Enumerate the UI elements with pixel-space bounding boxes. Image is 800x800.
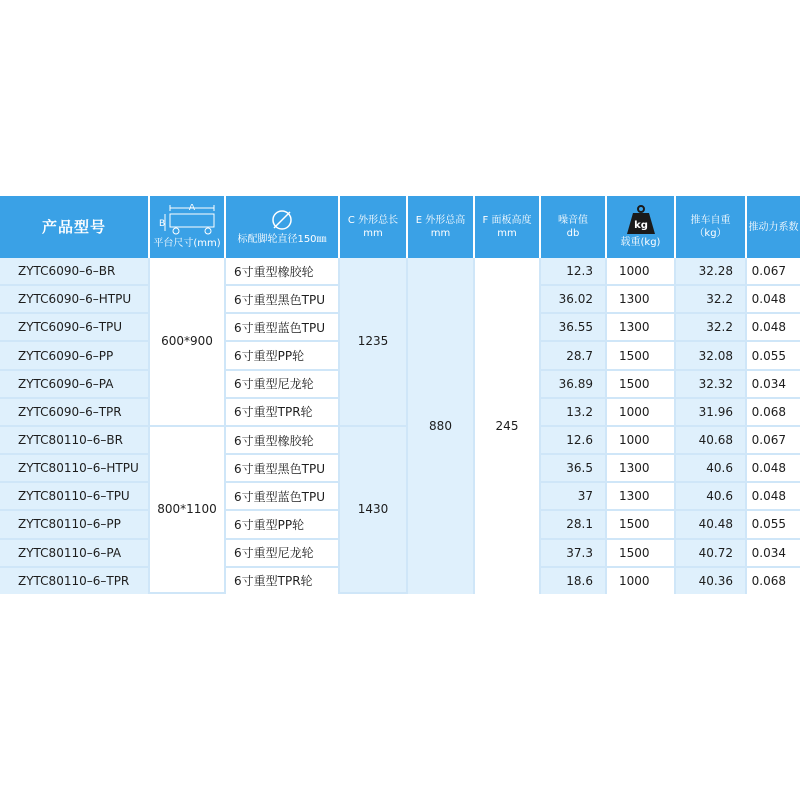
- header-platform: [150, 196, 226, 258]
- noise-cell: 28.1: [541, 511, 607, 539]
- wheel-cell: 6寸重型橡胶轮: [226, 427, 340, 455]
- header-height-label: E 外形总高: [415, 215, 466, 226]
- model-cell: ZYTC6090–6–TPR: [0, 399, 150, 427]
- load-cell: 1300: [607, 314, 676, 342]
- wheel-cell: 6寸重型黑色TPU: [226, 286, 340, 314]
- header-noise: [541, 196, 607, 258]
- dimension-b-label: B: [159, 219, 166, 229]
- wheel-cell: 6寸重型黑色TPU: [226, 455, 340, 483]
- push-cell: 0.067: [747, 427, 800, 455]
- noise-cell: 37.3: [541, 540, 607, 568]
- load-cell: 1300: [607, 483, 676, 511]
- noise-cell: 36.5: [541, 455, 607, 483]
- weight-cell: 40.48: [676, 511, 747, 539]
- weight-cell: 40.72: [676, 540, 747, 568]
- model-cell: ZYTC80110–6–PP: [0, 511, 150, 539]
- load-cell: 1500: [607, 342, 676, 370]
- header-weight: [676, 196, 747, 258]
- push-cell: 0.048: [747, 286, 800, 314]
- weight-cell: 40.36: [676, 568, 747, 594]
- wheel-cell: 6寸重型橡胶轮: [226, 258, 340, 286]
- wheel-cell: 6寸重型TPR轮: [226, 568, 340, 594]
- platform-size-cell: 800*1100: [150, 427, 226, 594]
- weight-kg-icon: [624, 205, 658, 235]
- noise-cell: 36.89: [541, 371, 607, 399]
- header-load-label: 载重(kg): [620, 237, 661, 248]
- noise-cell: 37: [541, 483, 607, 511]
- wheel-cell: 6寸重型蓝色TPU: [226, 314, 340, 342]
- header-length-label: C 外形总长: [347, 215, 399, 226]
- wheel-cell: 6寸重型尼龙轮: [226, 540, 340, 568]
- weight-kg-label: kg: [633, 220, 648, 231]
- push-cell: 0.068: [747, 399, 800, 427]
- weight-cell: 32.2: [676, 286, 747, 314]
- cart-dimension-icon: [156, 204, 218, 236]
- model-cell: ZYTC6090–6–BR: [0, 258, 150, 286]
- model-cell: ZYTC6090–6–PP: [0, 342, 150, 370]
- header-panel-unit: mm: [497, 228, 517, 239]
- load-cell: 1500: [607, 540, 676, 568]
- header-push: 推动力系数: [747, 196, 800, 258]
- header-load: [607, 196, 676, 258]
- weight-cell: 32.32: [676, 371, 747, 399]
- header-weight-unit: （kg）: [694, 228, 727, 239]
- header-platform-label: 平台尺寸(mm): [153, 238, 221, 249]
- push-cell: 0.055: [747, 342, 800, 370]
- weight-cell: 31.96: [676, 399, 747, 427]
- weight-cell: 40.6: [676, 455, 747, 483]
- push-cell: 0.034: [747, 540, 800, 568]
- header-height: [408, 196, 475, 258]
- model-cell: ZYTC6090–6–TPU: [0, 314, 150, 342]
- panel-height-cell: 245: [475, 258, 541, 594]
- push-cell: 0.067: [747, 258, 800, 286]
- push-cell: 0.055: [747, 511, 800, 539]
- wheel-cell: 6寸重型TPR轮: [226, 399, 340, 427]
- model-cell: ZYTC80110–6–PA: [0, 540, 150, 568]
- overall-length-cell: 1430: [340, 427, 408, 594]
- noise-cell: 36.55: [541, 314, 607, 342]
- header-length: [340, 196, 408, 258]
- push-cell: 0.048: [747, 314, 800, 342]
- header-length-unit: mm: [363, 228, 383, 239]
- wheel-cell: 6寸重型蓝色TPU: [226, 483, 340, 511]
- overall-length-cell: 1235: [340, 258, 408, 427]
- weight-cell: 32.08: [676, 342, 747, 370]
- load-cell: 1000: [607, 427, 676, 455]
- weight-cell: 32.28: [676, 258, 747, 286]
- model-cell: ZYTC6090–6–HTPU: [0, 286, 150, 314]
- overall-height-cell: 880: [408, 258, 475, 594]
- push-cell: 0.048: [747, 455, 800, 483]
- load-cell: 1000: [607, 258, 676, 286]
- load-cell: 1500: [607, 511, 676, 539]
- model-cell: ZYTC80110–6–TPU: [0, 483, 150, 511]
- push-cell: 0.048: [747, 483, 800, 511]
- load-cell: 1000: [607, 399, 676, 427]
- model-cell: ZYTC6090–6–PA: [0, 371, 150, 399]
- wheel-cell: 6寸重型尼龙轮: [226, 371, 340, 399]
- diameter-icon: [270, 208, 294, 232]
- wheel-cell: 6寸重型PP轮: [226, 511, 340, 539]
- header-height-unit: mm: [430, 228, 451, 239]
- header-weight-label: 推车自重: [690, 215, 731, 226]
- spec-table: [0, 196, 800, 594]
- dimension-a-label: A: [188, 204, 196, 213]
- noise-cell: 18.6: [541, 568, 607, 594]
- model-cell: ZYTC80110–6–HTPU: [0, 455, 150, 483]
- noise-cell: 36.02: [541, 286, 607, 314]
- header-wheel-label: 标配脚轮直径150㎜: [237, 234, 327, 245]
- push-cell: 0.068: [747, 568, 800, 594]
- noise-cell: 13.2: [541, 399, 607, 427]
- platform-size-cell: 600*900: [150, 258, 226, 427]
- header-noise-unit: db: [566, 228, 580, 239]
- header-panel: [475, 196, 541, 258]
- wheel-cell: 6寸重型PP轮: [226, 342, 340, 370]
- load-cell: 1000: [607, 568, 676, 594]
- model-cell: ZYTC80110–6–BR: [0, 427, 150, 455]
- weight-cell: 40.6: [676, 483, 747, 511]
- push-cell: 0.034: [747, 371, 800, 399]
- header-model: 产品型号: [0, 196, 150, 258]
- load-cell: 1300: [607, 286, 676, 314]
- weight-cell: 40.68: [676, 427, 747, 455]
- load-cell: 1500: [607, 371, 676, 399]
- weight-cell: 32.2: [676, 314, 747, 342]
- noise-cell: 28.7: [541, 342, 607, 370]
- table-row: [0, 258, 800, 286]
- header-wheel: [226, 196, 340, 258]
- load-cell: 1300: [607, 455, 676, 483]
- header-panel-label: F 面板高度: [482, 215, 532, 226]
- model-cell: ZYTC80110–6–TPR: [0, 568, 150, 594]
- noise-cell: 12.6: [541, 427, 607, 455]
- header-noise-label: 噪音值: [558, 215, 588, 226]
- header-row: [0, 196, 800, 258]
- noise-cell: 12.3: [541, 258, 607, 286]
- table-row: [0, 427, 800, 455]
